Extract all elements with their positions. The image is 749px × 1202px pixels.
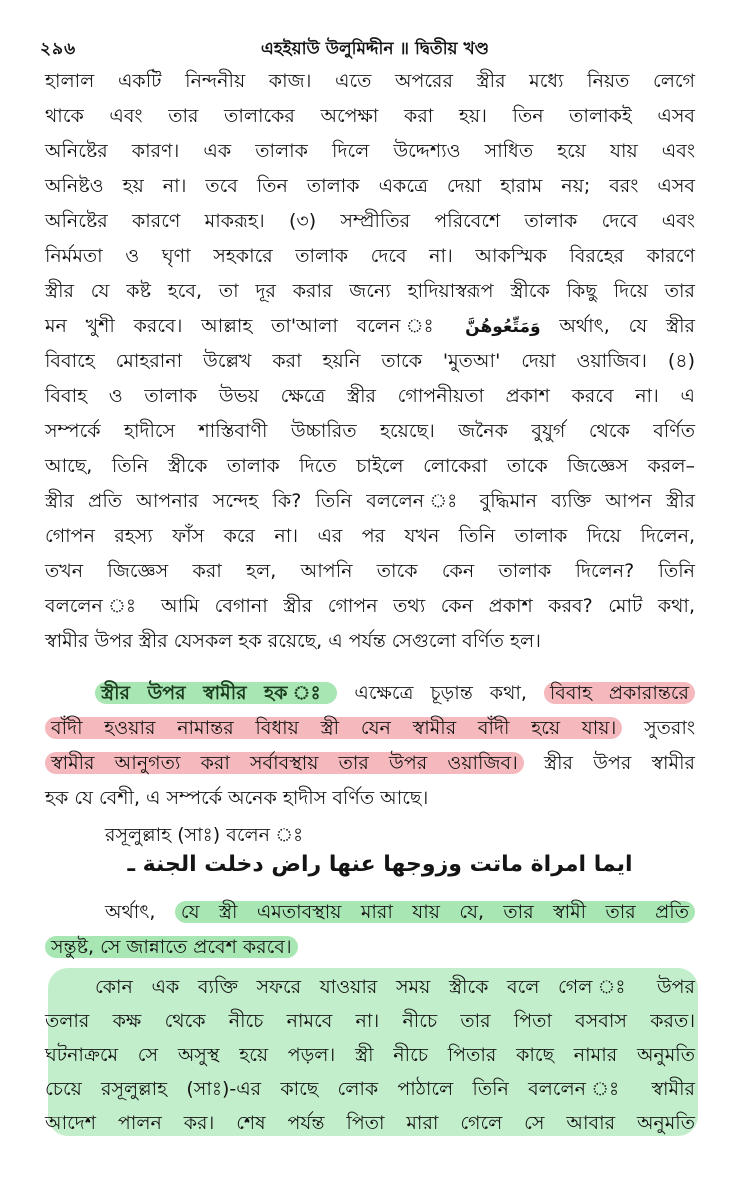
meaning-line [45, 932, 695, 962]
text-line: স্বামীর উপর স্ত্রীর যেসকল হক রয়েছে, এ পর্যন্ত সেগুলো বর্ণিত হল। [45, 630, 541, 652]
text-line: অনিষ্টের কারণ। এক তালাক দিলে উদ্দেশ্যও সাধিত হয়ে যায় এবং [45, 140, 695, 162]
text-line: কোন এক ব্যক্তি সফরে যাওয়ার সময় স্ত্রীকে বলে গেল ঃ উপর [95, 976, 695, 998]
arabic-hadith: ايما امراة ماتت وزوجها عنها راض دخلت الجنة ـ [127, 852, 633, 877]
text-line: হালাল একটি নিন্দনীয় কাজ। এতে অপরের স্ত্রীর মধ্যে নিয়ত লেগে [45, 70, 695, 92]
page-number: ২৯৬ [40, 39, 77, 59]
text-line: সম্পর্কে হাদীসে শাস্তিবাণী উচ্চারিত হয়েছে। জনৈক বুযুর্গ থেকে বর্ণিত [45, 420, 695, 442]
section-line [45, 713, 695, 743]
pink-highlight: স্বামীর আনুগত্য করা সর্বাবস্থায় তার উপর ওয়াজিব। [45, 752, 524, 774]
text-segment: এক্ষেত্রে চূড়ান্ত কথা, [354, 682, 527, 704]
page-header [40, 36, 710, 62]
hadith-intro: রসূলুল্লাহ (সাঃ) বলেন ঃ [105, 824, 304, 846]
text-line-with-arabic [45, 311, 695, 341]
text-line: নির্মমতা ও ঘৃণা সহকারে তালাক দেবে না। আকস্মিক বিরহের কারণে [45, 245, 695, 267]
arabic-quote: وَمَتِّعُوهُنَّ [465, 317, 541, 337]
text-line: তখন জিজ্ঞেস করা হল, আপনি তাকে কেন তালাক দিলেন? তিনি [45, 560, 695, 582]
text-line: অনিষ্টের কারণে মাকরূহ। (৩) সম্প্রীতির পরিবেশে তালাক দেবে এবং [45, 210, 695, 232]
text-line: বললেন ঃ আমি বেগানা স্ত্রীর গোপন তথ্য কেন প্রকাশ করব? মোট কথা, [45, 595, 695, 617]
text-line: বিবাহ ও তালাক উভয় ক্ষেত্রে স্ত্রীর গোপনীয়তা প্রকাশ করবে না। এ [45, 385, 695, 407]
text-line: চেয়ে রসূলুল্লাহ (সাঃ)-এর কাছে লোক পাঠালে তিনি বললেন ঃ স্বামীর [45, 1078, 695, 1100]
pink-highlight: বিবাহ প্রকারান্তরে [544, 682, 695, 704]
pink-highlight: বাঁদী হওয়ার নামান্তর বিধায় স্ত্রী যেন স্বামীর বাঁদী হয়ে যায়। [45, 717, 622, 739]
text-segment: অর্থাৎ, [105, 901, 156, 923]
green-highlight: সন্তুষ্ট, সে জান্নাতে প্রবেশ করবে। [45, 936, 298, 958]
text-line: থাকে এবং তার তালাকের অপেক্ষা করা হয়। তিন তালাকই এসব [45, 105, 695, 127]
text-segment: অর্থাৎ, যে স্ত্রীর [559, 315, 695, 337]
text-line: গোপন রহস্য ফাঁস করে না। এর পর যখন তিনি তালাক দিয়ে দিলেন, [45, 525, 695, 547]
text-segment: মন খুশী করবে। আল্লাহ তা'আলা বলেন ঃ [45, 315, 447, 337]
text-line: বিবাহে মোহরানা উল্লেখ করা হয়নি তাকে 'মুতআ' দেয়া ওয়াজিব। (৪) [45, 350, 695, 372]
text-line: আছে, তিনি স্ত্রীকে তালাক দিতে চাইলে লোকেরা তাকে জিজ্ঞেস করল– [45, 455, 695, 477]
text-segment: সুতরাং [644, 717, 696, 739]
text-line: স্ত্রীর প্রতি আপনার সন্দেহ কি? তিনি বললেন ঃ বুদ্ধিমান ব্যক্তি আপন স্ত্রীর [45, 490, 695, 512]
section-heading: স্ত্রীর উপর স্বামীর হক ঃ [95, 682, 337, 704]
text-line: ঘটনাক্রমে সে অসুস্থ হয়ে পড়ল। স্ত্রী নীচে পিতার কাছে নামার অনুমতি [45, 1044, 695, 1066]
green-highlight: যে স্ত্রী এমতাবস্থায় মারা যায় যে, তার স্বামী তার প্রতি [175, 901, 695, 923]
text-segment: স্ত্রীর উপর স্বামীর [544, 752, 695, 774]
text-line: অনিষ্টও হয় না। তবে তিন তালাক একত্রে দেয়া হারাম নয়; বরং এসব [45, 175, 695, 197]
text-line: তলার কক্ষ থেকে নীচে নামবে না। নীচে তার পিতা বসবাস করত। [45, 1010, 695, 1032]
text-line: হক যে বেশী, এ সম্পর্কে অনেক হাদীস বর্ণিত আছে। [45, 787, 429, 809]
section-line [95, 678, 695, 708]
running-title: এহইয়াউ উলুমিদ্দীন ॥ দ্বিতীয় খণ্ড [260, 39, 490, 59]
text-line: স্ত্রীর যে কষ্ট হবে, তা দূর করার জন্যে হাদিয়াস্বরূপ স্ত্রীকে কিছু দিয়ে তার [45, 280, 695, 302]
meaning-line [105, 897, 695, 927]
section-line [45, 748, 695, 778]
text-line: আদেশ পালন কর। শেষ পর্যন্ত পিতা মারা গেলে সে আবার অনুমতি [45, 1112, 695, 1134]
